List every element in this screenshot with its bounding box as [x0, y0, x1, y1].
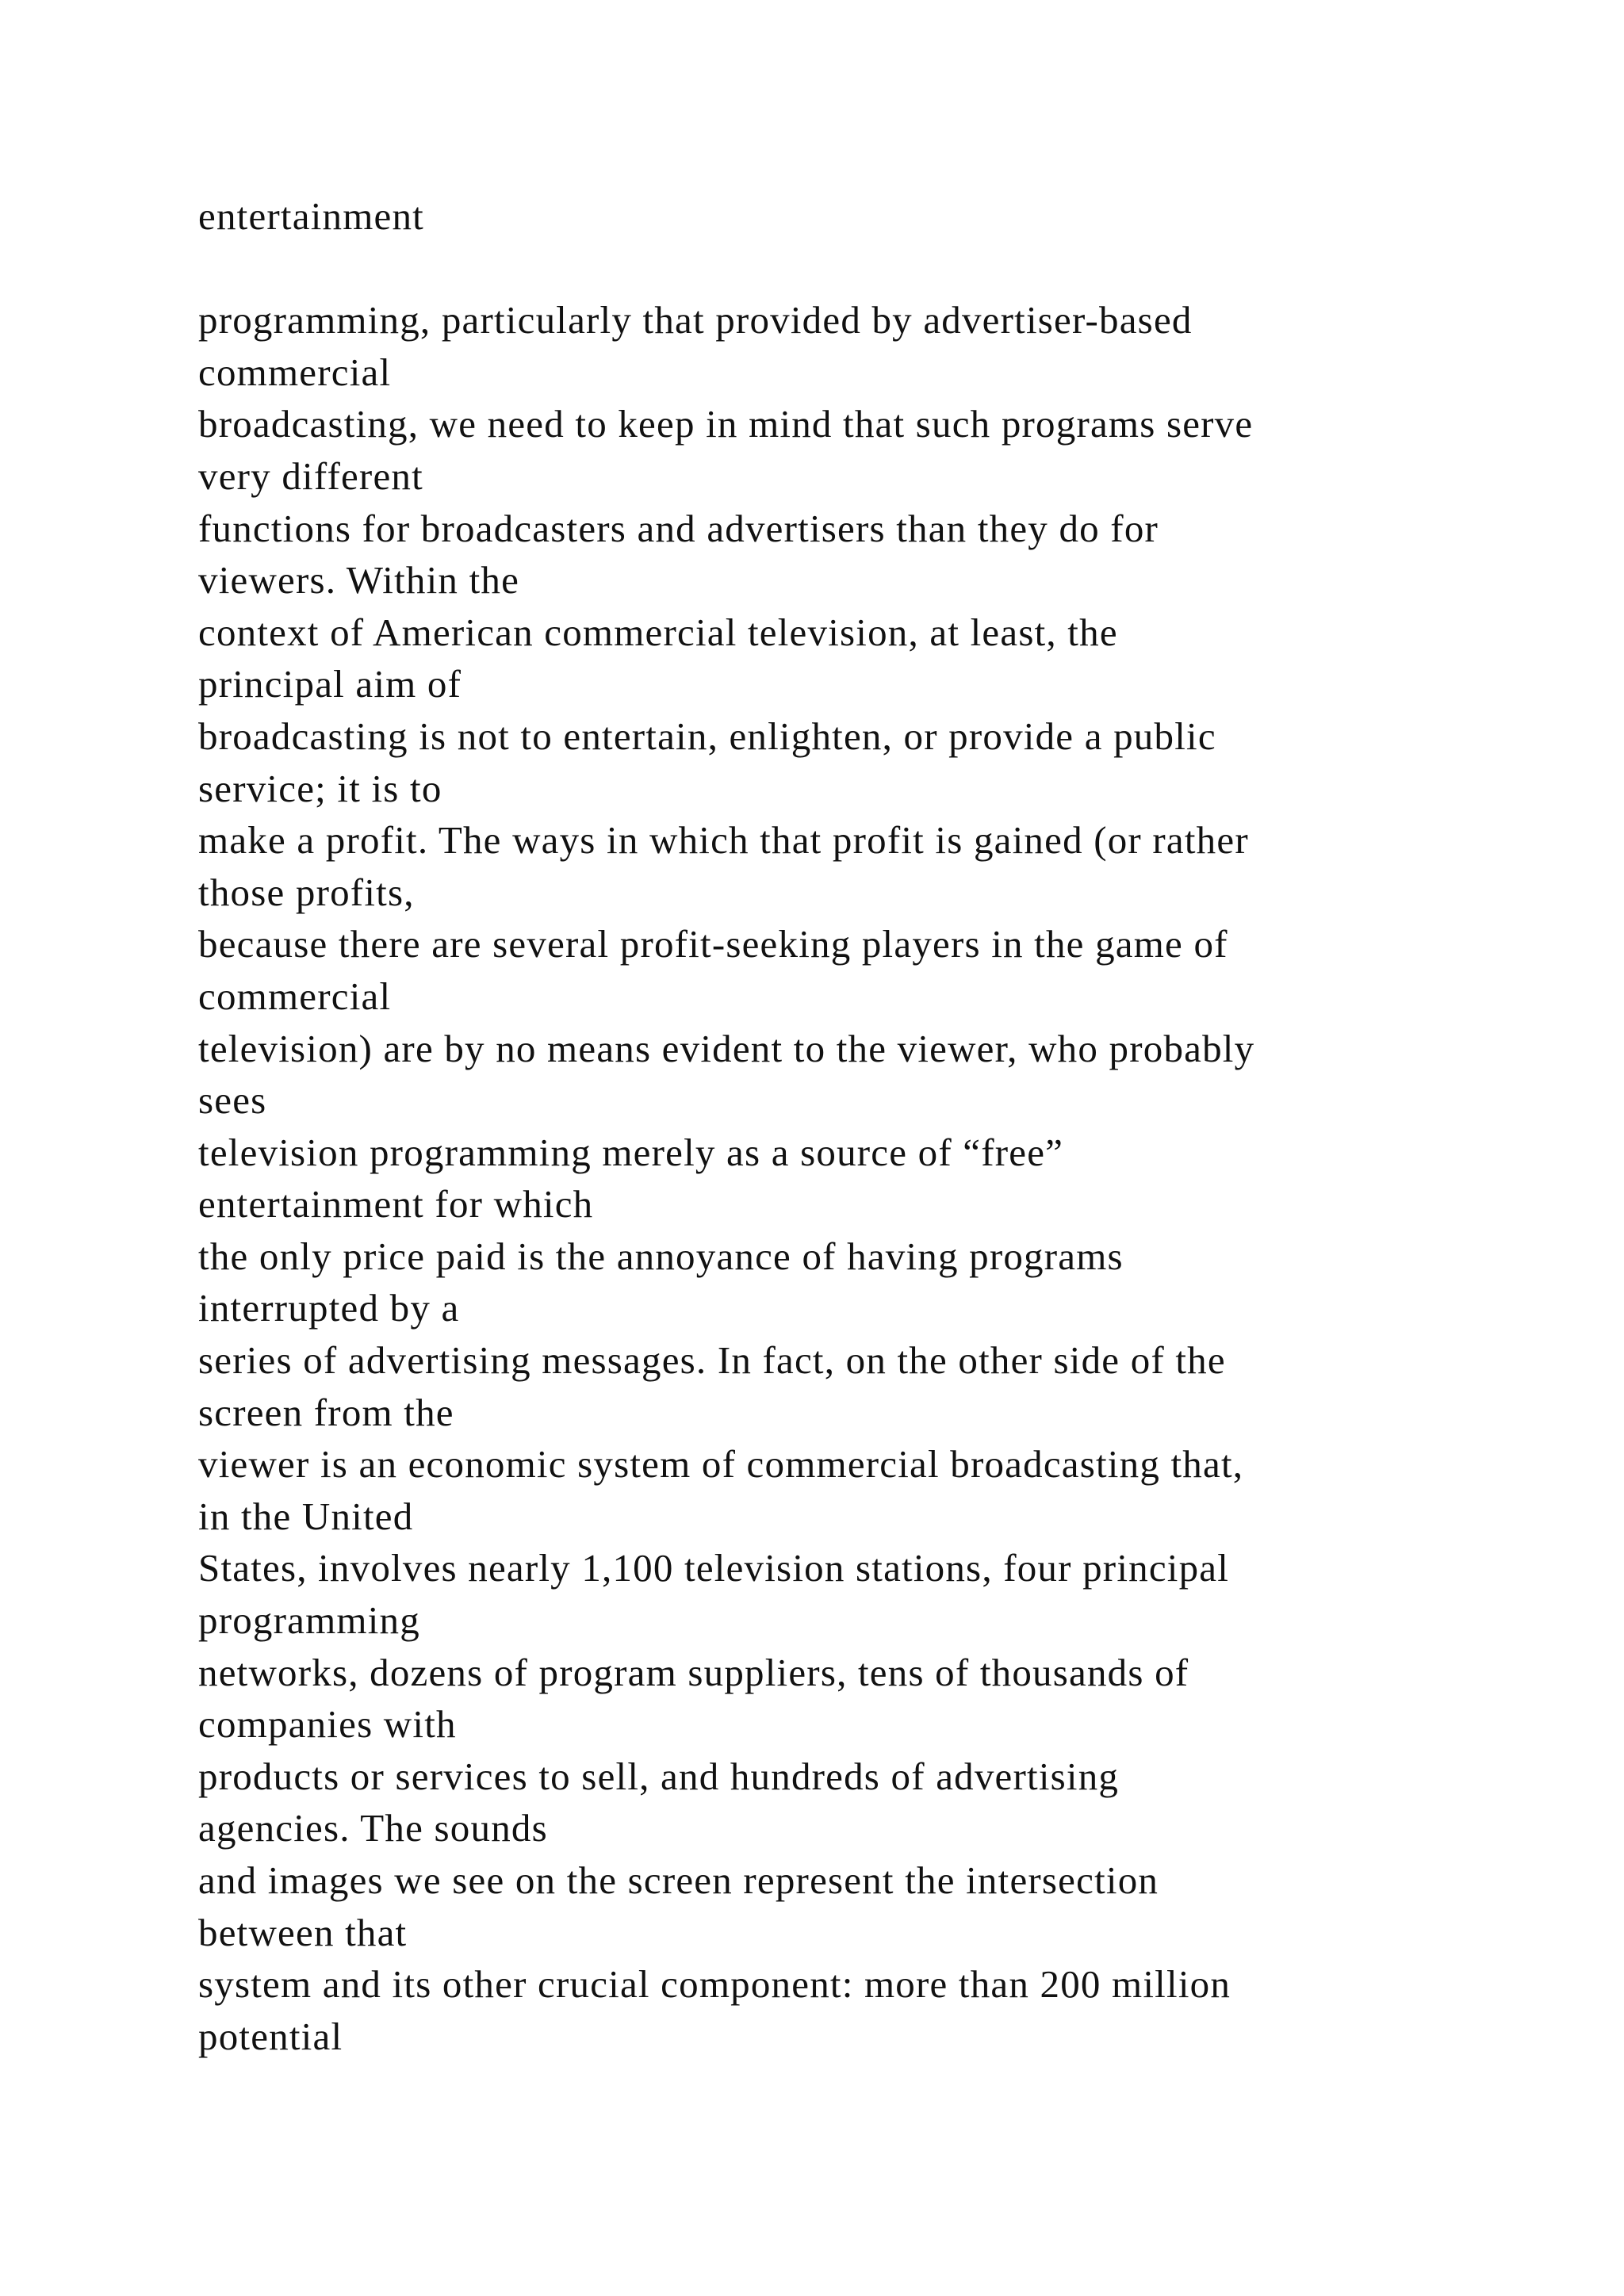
text-line: very different	[198, 453, 423, 498]
text-line: service; it is to	[198, 766, 442, 810]
text-line: interrupted by a	[198, 1286, 460, 1330]
text-line: system and its other crucial component: more than 200 million	[198, 1962, 1231, 2007]
text-line: television) are by no means evident to the viewer, who probably	[198, 1026, 1255, 1070]
text-line-first: entertainment	[198, 194, 424, 238]
text-line: networks, dozens of program suppliers, tens of thousands of	[198, 1650, 1189, 1694]
text-line: screen from the	[198, 1390, 454, 1434]
text-line: programming, particularly that provided by advertiser-based	[198, 298, 1193, 342]
text-line: because there are several profit-seeking players in the game of	[198, 922, 1228, 966]
text-line: in the United	[198, 1494, 414, 1538]
text-line: and images we see on the screen represent the intersection	[198, 1858, 1159, 1902]
text-line: those profits,	[198, 870, 415, 914]
text-line: broadcasting is not to entertain, enlighten, or provide a public	[198, 714, 1216, 758]
text-line: broadcasting, we need to keep in mind that such programs serve	[198, 402, 1254, 446]
text-line: potential	[198, 2014, 343, 2058]
document-body	[198, 190, 1546, 2062]
text-line: between that	[198, 1910, 408, 1954]
text-line: entertainment for which	[198, 1182, 594, 1226]
text-line: commercial	[198, 350, 392, 394]
text-line: series of advertising messages. In fact, on the other side of the	[198, 1338, 1226, 1383]
text-line: commercial	[198, 974, 392, 1018]
text-line: sees	[198, 1078, 267, 1123]
text-line: programming	[198, 1598, 420, 1643]
text-line: the only price paid is the annoyance of having programs	[198, 1234, 1124, 1278]
text-line: States, involves nearly 1,100 television stations, four principal	[198, 1546, 1230, 1590]
text-line: context of American commercial television, at least, the	[198, 610, 1118, 654]
text-line: viewers. Within the	[198, 558, 520, 603]
text-line: companies with	[198, 1702, 457, 1747]
text-line: television programming merely as a source of “free”	[198, 1130, 1064, 1174]
text-line: agencies. The sounds	[198, 1806, 548, 1850]
paragraph-gap	[198, 243, 1546, 295]
text-line: products or services to sell, and hundreds of advertising	[198, 1754, 1120, 1798]
text-line: principal aim of	[198, 662, 462, 706]
text-line: viewer is an economic system of commercial broadcasting that,	[198, 1442, 1244, 1487]
text-line: make a profit. The ways in which that profit is gained (or rather	[198, 818, 1249, 863]
text-line: functions for broadcasters and advertisers than they do for	[198, 506, 1159, 550]
